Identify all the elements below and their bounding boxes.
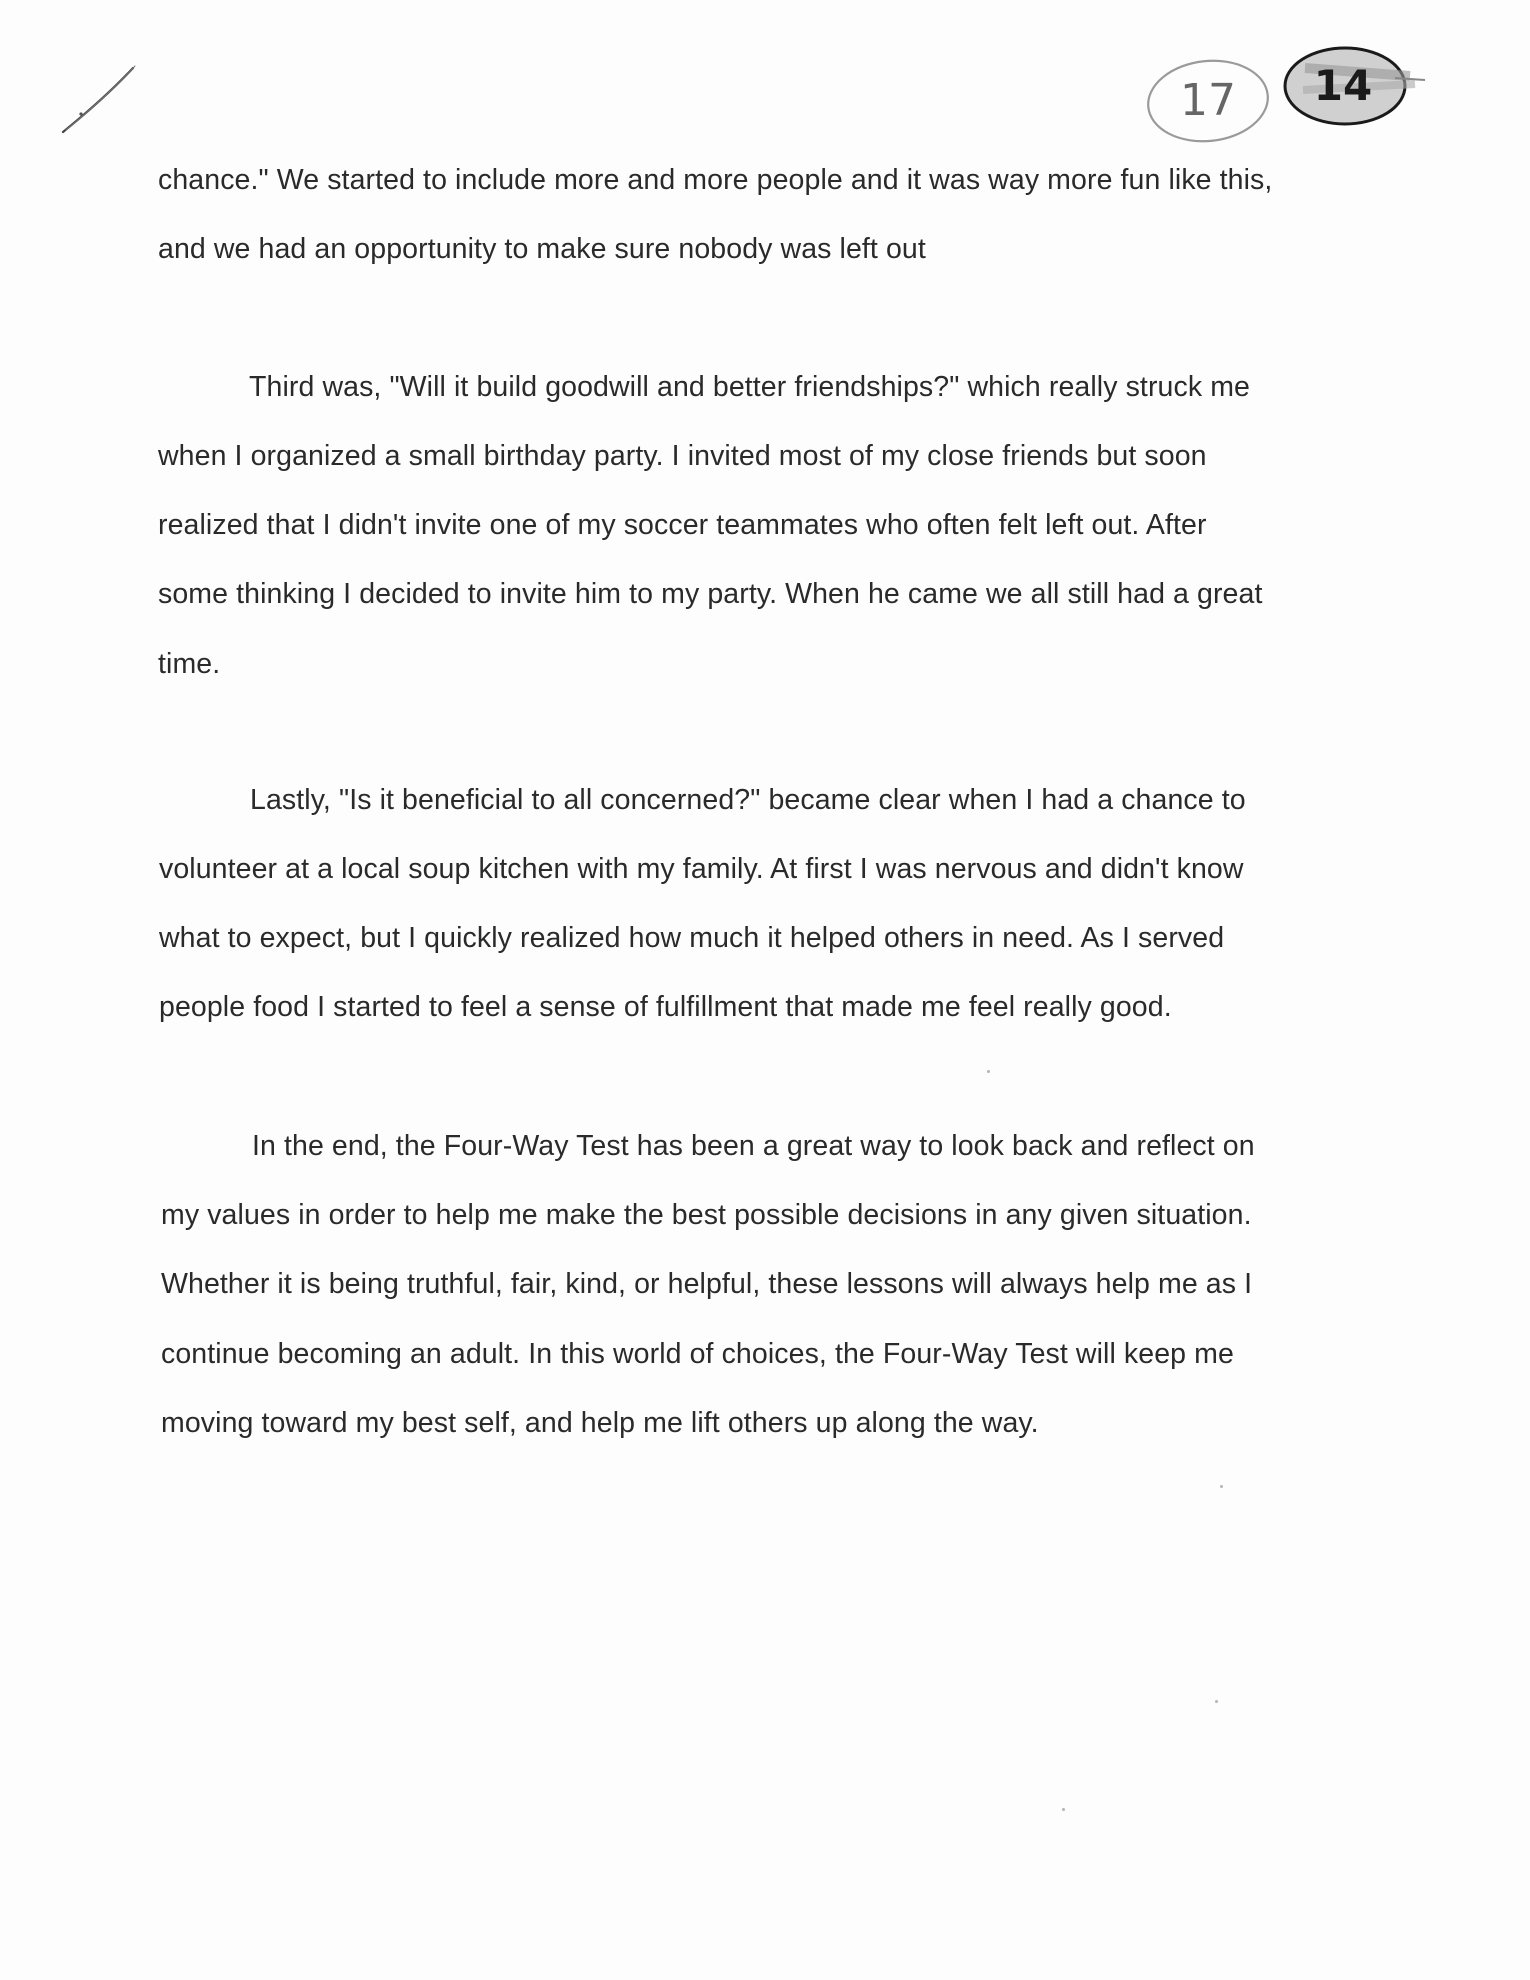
- text-line: Lastly, "Is it beneficial to all concerned?" became clear when I had a chance to: [250, 784, 1246, 816]
- handwritten-slash-mark: [55, 60, 145, 140]
- text-line: continue becoming an adult. In this world of choices, the Four-Way Test will keep me: [161, 1338, 1234, 1370]
- scan-speck: [1220, 1485, 1223, 1488]
- score-circle: [1275, 38, 1425, 133]
- text-line: people food I started to feel a sense of fulfillment that made me feel really good.: [159, 991, 1172, 1023]
- text-line: time.: [158, 648, 221, 680]
- scan-speck: [987, 1070, 990, 1073]
- text-line: Whether it is being truthful, fair, kind, or helpful, these lessons will always help me as I: [161, 1268, 1253, 1300]
- text-line: volunteer at a local soup kitchen with my family. At first I was nervous and didn't know: [159, 853, 1244, 885]
- text-line: and we had an opportunity to make sure nobody was left out: [158, 233, 926, 265]
- text-line: my values in order to help me make the best possible decisions in any given situation.: [161, 1199, 1252, 1231]
- page-number-text: 17: [1180, 75, 1236, 126]
- text-line: realized that I didn't invite one of my soccer teammates who often felt left out. After: [158, 509, 1207, 541]
- score-text: 14: [1313, 61, 1373, 110]
- text-line: what to expect, but I quickly realized how much it helped others in need. As I served: [159, 922, 1225, 954]
- text-line: moving toward my best self, and help me lift others up along the way.: [161, 1407, 1039, 1439]
- text-line: In the end, the Four-Way Test has been a great way to look back and reflect on: [252, 1130, 1255, 1162]
- scan-speck: [1062, 1808, 1065, 1811]
- text-line: some thinking I decided to invite him to my party. When he came we all still had a great: [158, 578, 1263, 610]
- scan-speck: [1215, 1700, 1218, 1703]
- text-line: chance." We started to include more and more people and it was way more fun like this,: [158, 164, 1273, 196]
- text-line: Third was, "Will it build goodwill and better friendships?" which really struck me: [249, 371, 1250, 403]
- text-line: when I organized a small birthday party. I invited most of my close friends but soon: [158, 440, 1207, 472]
- page-number-circle: [1140, 55, 1275, 145]
